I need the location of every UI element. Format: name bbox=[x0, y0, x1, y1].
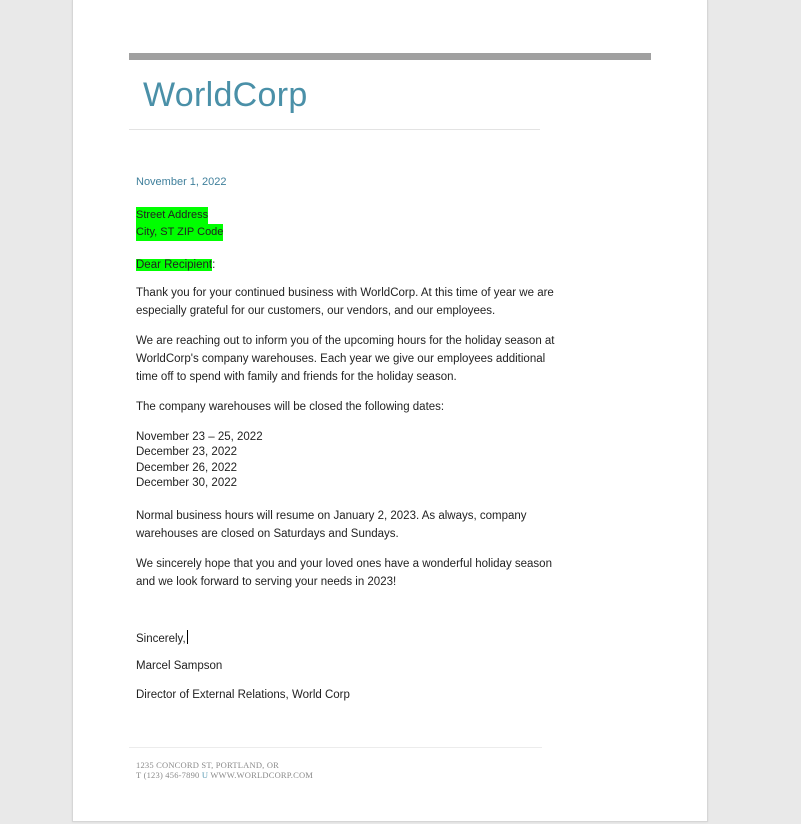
salutation-name[interactable]: Dear Recipient bbox=[136, 259, 213, 271]
paragraph-4[interactable]: Normal business hours will resume on January 2, 2023. As always, company warehouses are closed on Saturdays and Sundays. bbox=[136, 510, 527, 540]
page-footer[interactable] bbox=[136, 760, 313, 780]
signer-title[interactable]: Director of External Relations, World Corp bbox=[136, 689, 350, 701]
closing-text: Sincerely, bbox=[136, 633, 186, 645]
closed-date-item[interactable]: December 26, 2022 bbox=[136, 461, 238, 474]
company-name[interactable]: WorldCorp bbox=[143, 76, 308, 114]
text-cursor bbox=[187, 630, 188, 644]
recipient-address bbox=[136, 207, 223, 241]
paragraph-5[interactable]: We sincerely hope that you and your loved ones have a wonderful holiday season and we look forward to serving your needs in 2023! bbox=[136, 558, 552, 588]
closed-date-item[interactable]: December 23, 2022 bbox=[136, 446, 238, 459]
signer-name[interactable]: Marcel Sampson bbox=[136, 660, 223, 672]
address-line-2[interactable]: City, ST ZIP Code bbox=[136, 224, 223, 241]
footer-contact bbox=[136, 770, 313, 780]
salutation-colon: : bbox=[212, 259, 216, 271]
address-line-1[interactable]: Street Address bbox=[136, 207, 208, 224]
closed-dates-list bbox=[136, 430, 263, 491]
header-divider bbox=[129, 129, 540, 130]
closing-line[interactable] bbox=[136, 630, 188, 645]
document-page[interactable] bbox=[72, 0, 708, 822]
paragraph-3[interactable]: The company warehouses will be closed the following dates: bbox=[136, 401, 445, 413]
header-bar bbox=[129, 53, 651, 60]
salutation bbox=[136, 259, 215, 271]
letter-date[interactable]: November 1, 2022 bbox=[136, 176, 227, 188]
paragraph-2[interactable]: We are reaching out to inform you of the upcoming hours for the holiday season at WorldCorp's company warehouses. Each year we give our employees additional time off to spend with family and friends for the holiday season. bbox=[136, 335, 555, 383]
paragraph-1[interactable]: Thank you for your continued business with WorldCorp. At this time of year we are especially grateful for our customers, our vendors, and our employees. bbox=[136, 287, 554, 317]
footer-phone: T (123) 456-7890 bbox=[136, 770, 200, 780]
footer-address: 1235 CONCORD ST, PORTLAND, OR bbox=[136, 760, 280, 770]
closed-date-item[interactable]: November 23 – 25, 2022 bbox=[136, 431, 263, 443]
footer-website: WWW.WORLDCORP.COM bbox=[210, 770, 314, 780]
closed-date-item[interactable]: December 30, 2022 bbox=[136, 476, 238, 489]
footer-separator: U bbox=[201, 770, 209, 780]
footer-divider bbox=[129, 747, 542, 748]
